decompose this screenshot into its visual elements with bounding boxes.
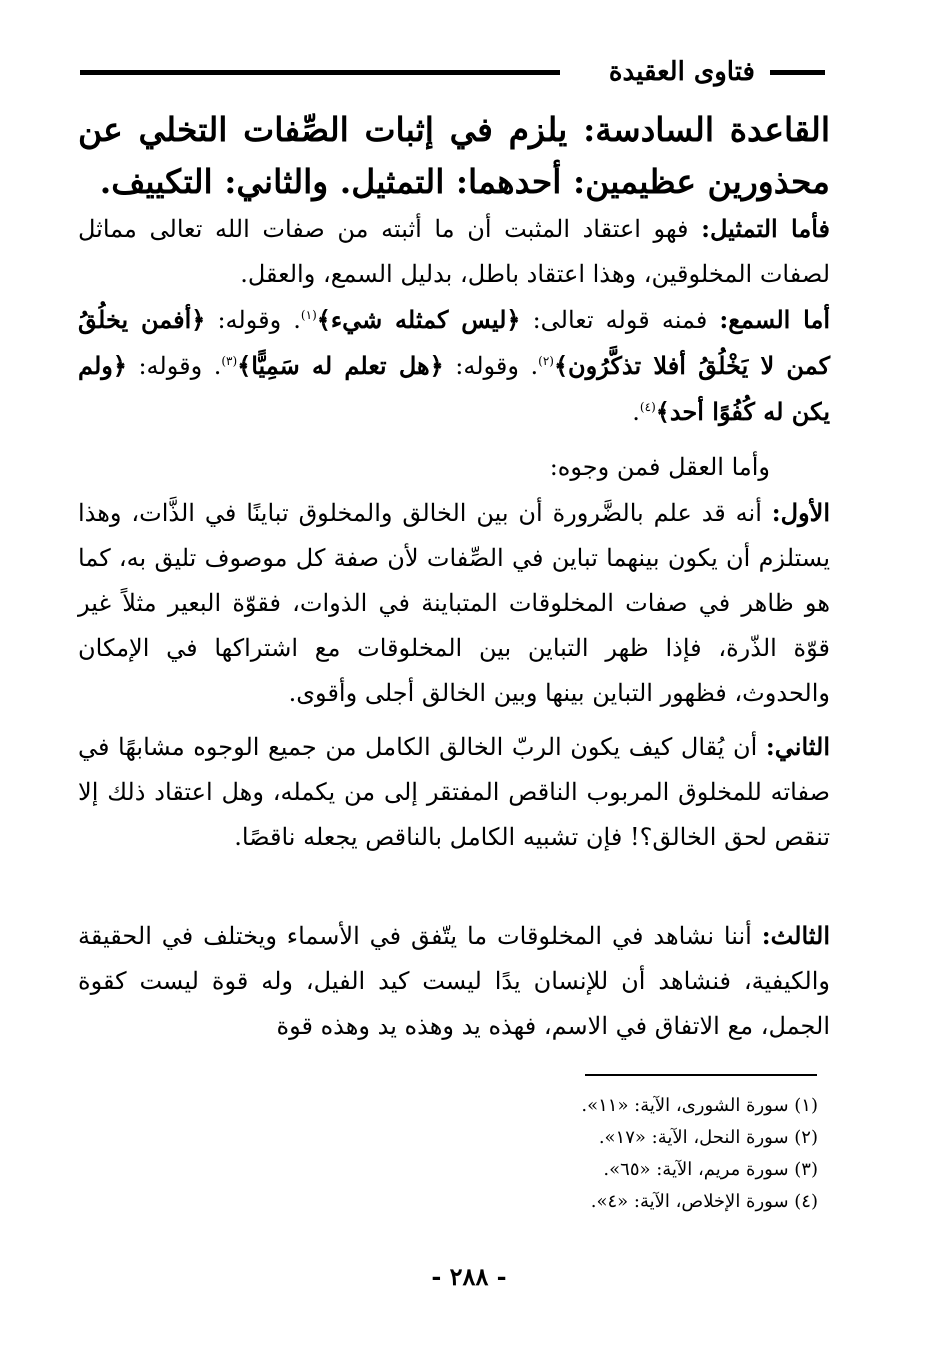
paragraph-lead: فأما التمثيل: (701, 214, 830, 243)
page-number: - ٢٨٨ - (431, 1262, 507, 1291)
paragraph-text: فمنه قوله تعالى: (520, 306, 720, 334)
header-title: فتاوى العقيدة (608, 57, 755, 87)
quran-quote: ﴿ولم يكن له كُفُوًا أحد﴾ (78, 351, 830, 426)
paragraph-second (78, 724, 830, 860)
quran-quote: ﴿أفمن يخلُقُ كمن لا يَخْلُقُ أفلا تذكَّرُون﴾ (78, 305, 830, 380)
footnote-ref[interactable]: (٣) (221, 354, 238, 368)
header-rule-short (770, 70, 825, 75)
paragraph-tamthil (78, 206, 830, 297)
rule-heading: القاعدة السادسة: يلزم في إثبات الصِّفات التخلي عن محذورين عظيمين: أحدهما: التمثيل. والثاني: التكييف. (78, 110, 830, 201)
footnote-item: (٢) سورة النحل، الآية: «١٧». (598, 1127, 818, 1148)
paragraph-text: . وقوله: (126, 352, 222, 380)
paragraph-first (78, 490, 830, 716)
footnote-ref[interactable]: (١) (300, 308, 317, 322)
footnote-separator (585, 1074, 817, 1076)
paragraph-sam (78, 297, 830, 435)
paragraph-aql: وأما العقل فمن وجوه: (549, 453, 770, 481)
paragraph-text: . وقوله: (443, 352, 539, 380)
paragraph-lead: الثاني: (765, 732, 830, 761)
paragraph-text: . وقوله: (205, 306, 301, 334)
footnote-ref[interactable]: (٢) (538, 354, 554, 368)
quran-quote: ﴿هل تعلم له سَمِيًّا﴾ (237, 351, 444, 380)
paragraph-lead: أما السمع: (719, 305, 830, 334)
paragraph-text: فهو اعتقاد المثبت أن ما أثبته من صفات الله تعالى مماثل لصفات المخلوقين، وهذا اعتقاد باطل، بدليل السمع، والعقل. (78, 215, 830, 288)
paragraph-text: أنه قد علم بالضَّرورة أن بين الخالق والمخلوق تباينًا في الذَّات، وهذا يستلزم أن يكون بينهما تباين في الصِّفات لأن صفة كل موصوف تليق به، كما هو ظاهر في صفات المخلوقات المتباينة في الذوات، فقوّة البعير مثلاً غير قوّة الذّرة، فإذا ظهر التباين بين المخلوقات مع اشتراكها في الإمكان والحدوث، فظهور التباين بينها وبين الخالق أجلى وأقوى. (78, 499, 831, 707)
paragraph-lead: الثالث: (761, 921, 830, 950)
paragraph-text: أن يُقال كيف يكون الربّ الخالق الكامل من جميع الوجوه مشابهًا في صفاته للمخلوق المربوب الناقص المفتقر إلى من يكمله، وهل اعتقاد ذلك إلا تنقص لحق الخالق؟! فإن تشبيه الكامل بالناقص يجعله ناقصًا. (78, 733, 830, 851)
footnote-ref[interactable]: (٤) (639, 400, 656, 414)
quran-quote: ﴿ليس كمثله شيء﴾ (316, 305, 521, 334)
paragraph-lead: الأول: (771, 498, 830, 527)
running-header (80, 54, 825, 94)
footnotes (418, 1090, 818, 1218)
header-rule-long (80, 70, 560, 75)
paragraph-third (78, 913, 830, 1049)
footnote-item: (٣) سورة مريم، الآية: «٦٥». (603, 1159, 818, 1180)
paragraph-text: . (632, 398, 640, 426)
paragraph-text: أننا نشاهد في المخلوقات ما يتّفق في الأسماء ويختلف في الحقيقة والكيفية، فنشاهد أن للإنسان يدًا ليست كيد الفيل، وله قوة ليست كقوة الجمل، مع الاتفاق في الاسم، فهذه يد وهذه يد وهذه قوة (78, 922, 830, 1040)
footnote-item: (٤) سورة الإخلاص، الآية: «٤». (590, 1191, 818, 1212)
footnote-item: (١) سورة الشورى، الآية: «١١». (581, 1095, 818, 1116)
